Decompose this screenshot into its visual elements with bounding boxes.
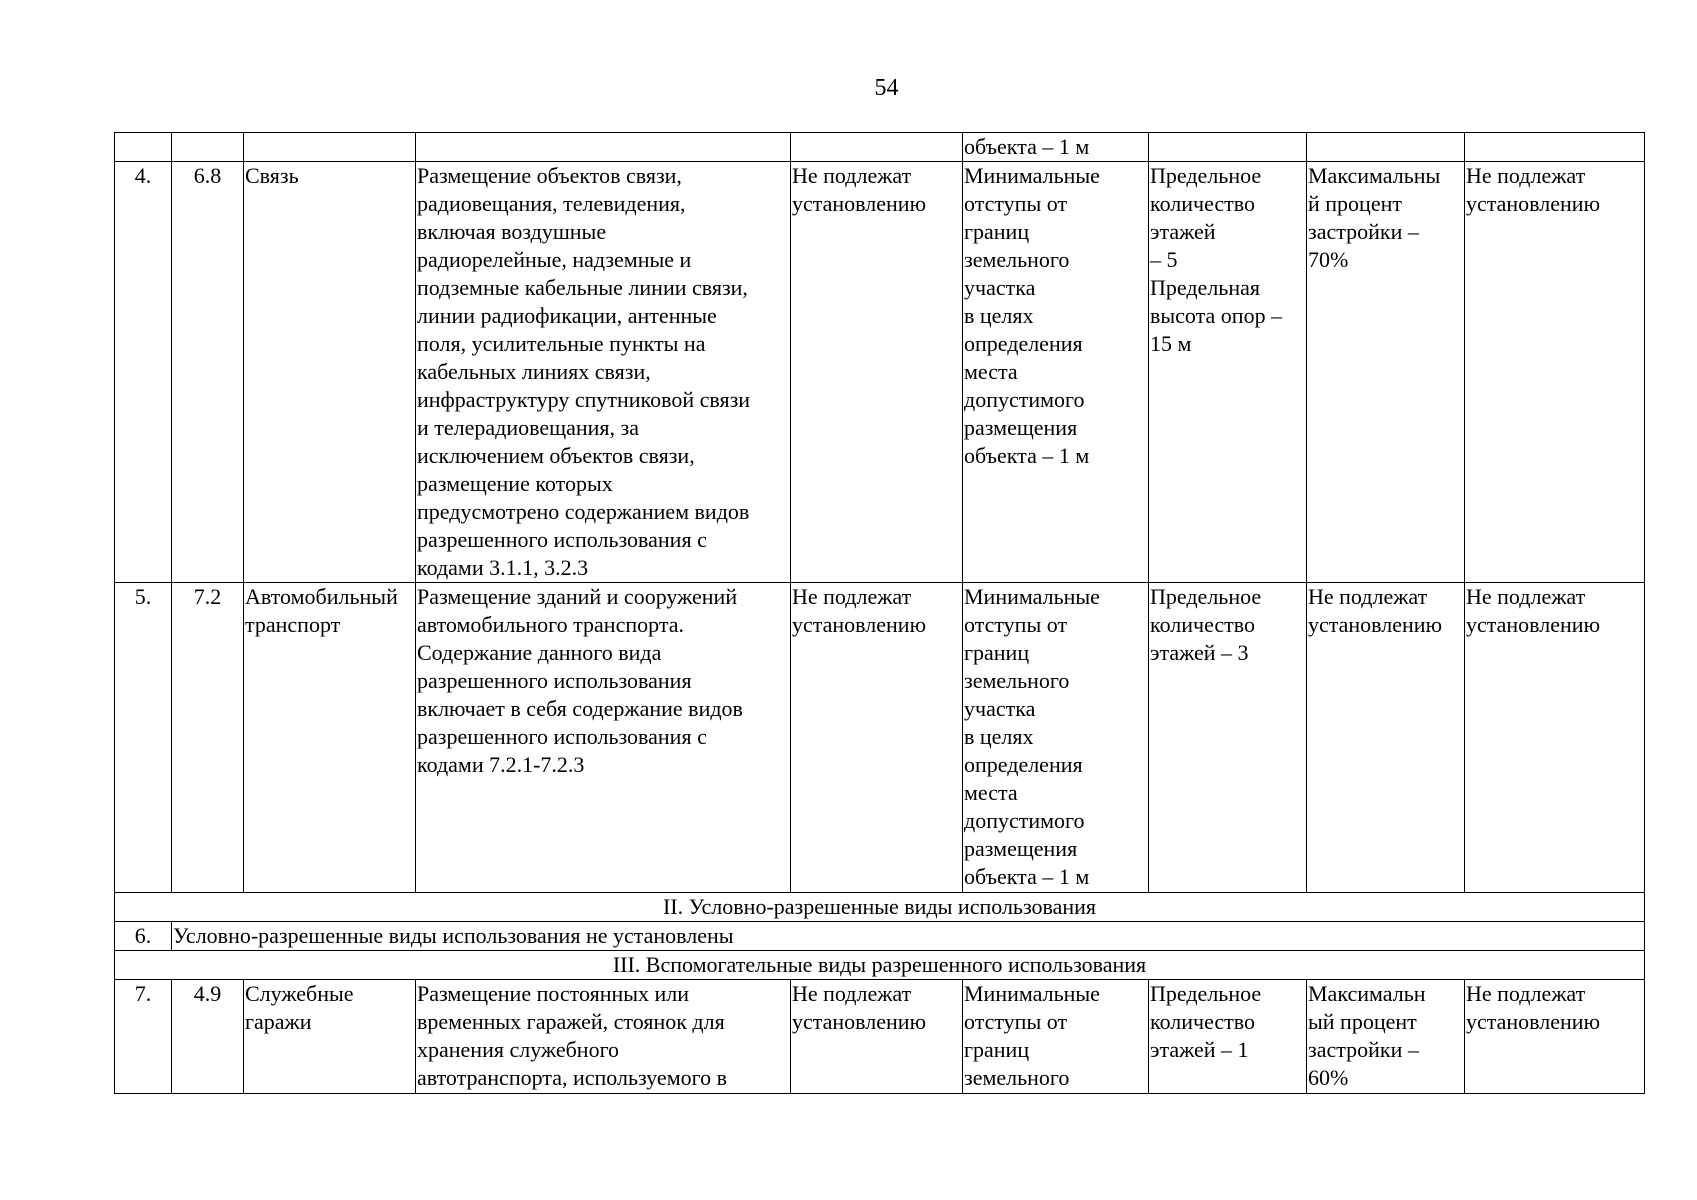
cell-num: 6. bbox=[115, 922, 172, 951]
cell-plot-size: Не подлежат установлению bbox=[791, 162, 963, 583]
table-row bbox=[115, 583, 1645, 893]
cell-min-setbacks: Минимальные отступы от границ земельного участка в целях определения места допустимого размещения объекта – 1 м bbox=[963, 583, 1149, 893]
cell-min-setbacks: Минимальные отступы от границ земельного участка в целях определения места допустимого размещения объекта – 1 м bbox=[963, 162, 1149, 583]
cell-description: Размещение зданий и сооружений автомобильного транспорта. Содержание данного вида разрешенного использования включает в себя содержание видов разрешенного использования с кодами 7.2.1-7.2.3 bbox=[416, 583, 791, 893]
cell-num: 7. bbox=[115, 980, 172, 1094]
section-2-title: II. Условно-разрешенные виды использования bbox=[115, 893, 1645, 922]
cell-plot-size: Не подлежат установлению bbox=[791, 583, 963, 893]
cell-code bbox=[172, 133, 244, 162]
cell-other: Не подлежат установлению bbox=[1465, 162, 1645, 583]
table-row bbox=[115, 162, 1645, 583]
cell-coverage: Максимальн ый процент застройки – 60% bbox=[1307, 980, 1465, 1094]
cell-num: 5. bbox=[115, 583, 172, 893]
cell-num bbox=[115, 133, 172, 162]
section-3-title: III. Вспомогательные виды разрешенного использования bbox=[115, 951, 1645, 980]
page-number: 54 bbox=[874, 75, 899, 101]
cell-coverage: Максимальны й процент застройки – 70% bbox=[1307, 162, 1465, 583]
cell-floors: Предельное количество этажей – 3 bbox=[1149, 583, 1307, 893]
cell-name: Служебные гаражи bbox=[244, 980, 416, 1094]
section-header-row bbox=[115, 893, 1645, 922]
cell-plot-size: Не подлежат установлению bbox=[791, 980, 963, 1094]
table-row bbox=[115, 980, 1645, 1094]
cell-code: 6.8 bbox=[172, 162, 244, 583]
cell-description: Размещение объектов связи, радиовещания, телевидения, включая воздушные радиорелейные, надземные и подземные кабельные линии связи, линии радиофикации, антенные поля, усилительные пункты на кабельных линиях связи, инфраструктуру спутниковой связи и телерадиовещания, за исключением объектов связи, размещение которых предусмотрено содержанием видов разрешенного использования с кодами 3.1.1, 3.2.3 bbox=[416, 162, 791, 583]
continuation-row bbox=[115, 133, 1645, 162]
cell-description bbox=[416, 133, 791, 162]
cell-floors bbox=[1149, 133, 1307, 162]
cell-coverage: Не подлежат установлению bbox=[1307, 583, 1465, 893]
section-header-row bbox=[115, 951, 1645, 980]
cell-num: 4. bbox=[115, 162, 172, 583]
cell-name bbox=[244, 133, 416, 162]
cell-other bbox=[1465, 133, 1645, 162]
cell-other: Не подлежат установлению bbox=[1465, 583, 1645, 893]
cell-merged-text: Условно-разрешенные виды использования не установлены bbox=[172, 922, 1645, 951]
cell-min-setbacks: Минимальные отступы от границ земельного bbox=[963, 980, 1149, 1094]
cell-min-setbacks: объекта – 1 м bbox=[963, 133, 1149, 162]
cell-name: Связь bbox=[244, 162, 416, 583]
cell-description: Размещение постоянных или временных гаражей, стоянок для хранения служебного автотранспорта, используемого в bbox=[416, 980, 791, 1094]
cell-floors: Предельное количество этажей – 5 Предельная высота опор – 15 м bbox=[1149, 162, 1307, 583]
cell-other: Не подлежат установлению bbox=[1465, 980, 1645, 1094]
cell-name: Автомобильный транспорт bbox=[244, 583, 416, 893]
cell-code: 4.9 bbox=[172, 980, 244, 1094]
land-use-table bbox=[114, 132, 1645, 1094]
cell-coverage bbox=[1307, 133, 1465, 162]
cell-floors: Предельное количество этажей – 1 bbox=[1149, 980, 1307, 1094]
cell-code: 7.2 bbox=[172, 583, 244, 893]
cell-plot-size bbox=[791, 133, 963, 162]
table-row bbox=[115, 922, 1645, 951]
